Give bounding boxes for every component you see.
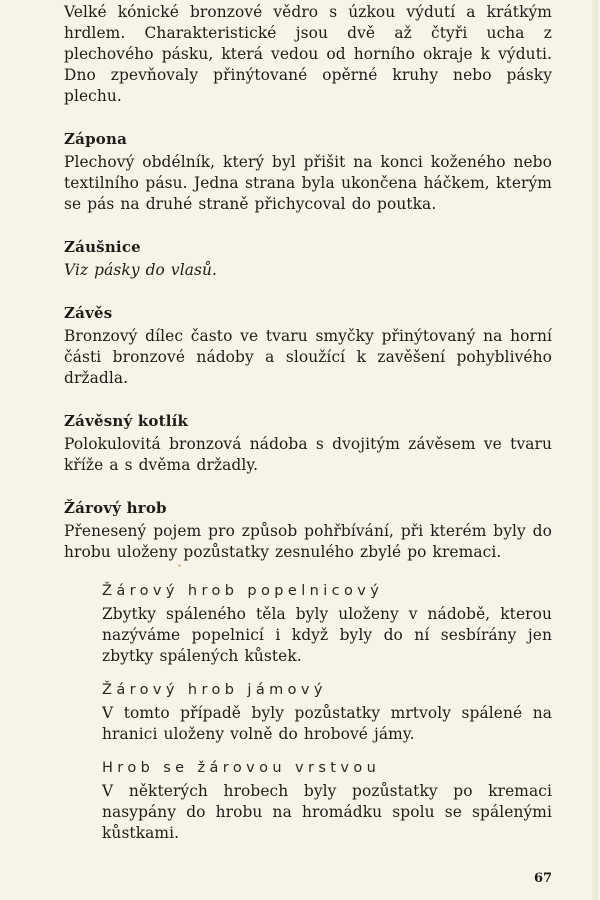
entry-term: Závěs: [64, 304, 113, 322]
subentry-definition: Zbytky spáleného těla byly uloženy v nádobě, kterou nazýváme popelnicí i když byly do ní sesbírány jen zbytky spálených kůstek.: [102, 605, 552, 665]
subentry-definition: V některých hrobech byly pozůstatky po kremaci nasypány do hrobu na hromádku spolu se spálenými kůstkami.: [102, 782, 552, 842]
entry-term: Žárový hrob: [64, 499, 167, 517]
entry-term: Závěsný kotlík: [64, 412, 189, 430]
subentry-definition: V tomto případě byly pozůstatky mrtvoly spálené na hranici uloženy volně do hrobové jámy.: [102, 704, 552, 743]
subentry-term: Žárový hrob jámový: [102, 682, 327, 698]
subentry-term: Žárový hrob popelnicový: [102, 583, 384, 599]
entry-definition: Viz pásky do vlasů.: [64, 261, 218, 279]
book-page: [64, 0, 552, 844]
entry-term: Záušnice: [64, 238, 141, 256]
page-number: 67: [534, 871, 553, 886]
entry-zarovy-hrob: [64, 498, 552, 563]
intro-paragraph: Velké kónické bronzové vědro s úzkou výdutí a krátkým hrdlem. Charakteristické jsou dvě až čtyři ucha z plechového pásku, která vedou od horního okraje k výduti. Dno zpevňovaly přinýtované opěrné kruhy nebo pásky plechu.: [64, 3, 552, 105]
entry-zavesny-kotlik: [64, 411, 552, 476]
subentry-jamovy: [102, 680, 552, 745]
entry-definition: Bronzový dílec často ve tvaru smyčky přinýtovaný na horní části bronzové nádoby a sloužící k zavěšení pohyblivého držadla.: [64, 327, 552, 387]
entry-definition: Plechový obdélník, který byl přišit na konci koženého nebo textilního pásu. Jedna strana byla ukončena háčkem, kterým se pás na druhé straně přichycoval do poutka.: [64, 153, 552, 213]
subentry-term: Hrob se žárovou vrstvou: [102, 760, 381, 776]
entry-zapona: [64, 129, 552, 215]
entry-definition: Polokulovitá bronzová nádoba s dvojitým závěsem ve tvaru kříže a s dvěma držadly.: [64, 435, 552, 474]
entry-definition: Přenesený pojem pro způsob pohřbívání, při kterém byly do hrobu uloženy pozůstatky zesnulého zbylé po kremaci.: [64, 522, 552, 561]
entry-zaves: [64, 303, 552, 389]
subentry-popelnicovy: [102, 581, 552, 667]
subentry-zarova-vrstva: [102, 758, 552, 844]
subentries: [102, 581, 552, 844]
page-edge: [592, 0, 600, 900]
entry-term: Zápona: [64, 130, 127, 148]
entry-zausnice: [64, 237, 552, 281]
